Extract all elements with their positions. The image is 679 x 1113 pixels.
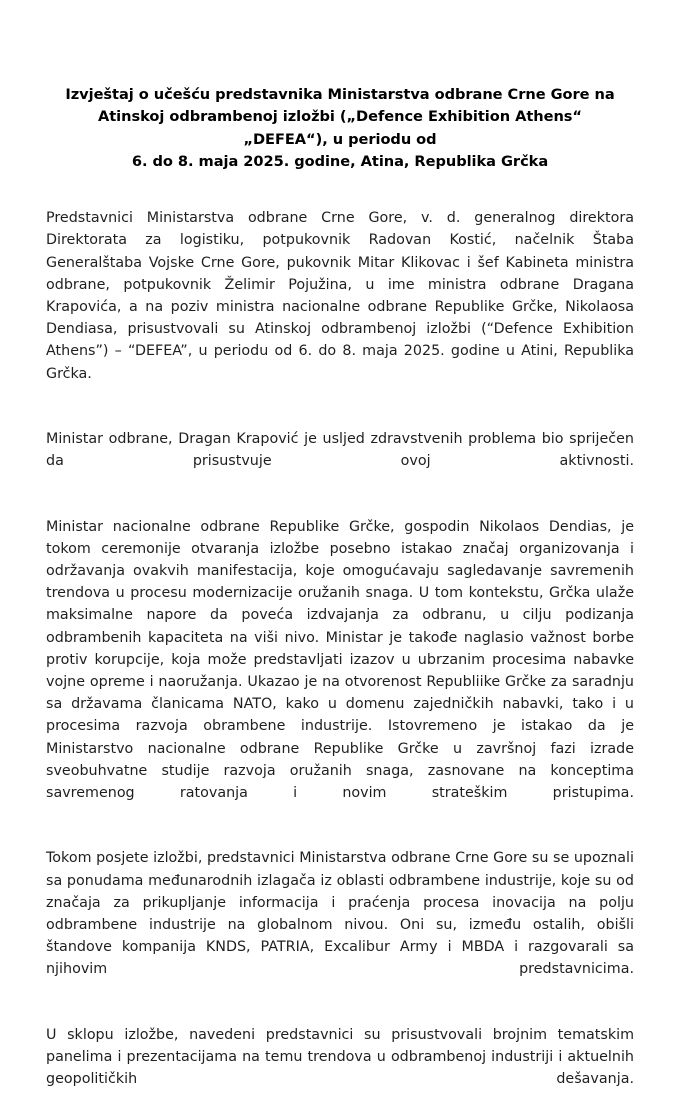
document-body [46,0,634,1113]
page-title-line-4: 6. do 8. maja 2025. godine, Atina, Republika Grčka [131,152,549,170]
page-title-line-1: Izvještaj o učešću predstavnika Ministarstva odbrane Crne Gore na [65,86,615,103]
page-title-line-2: Atinskoj odbrambenoj izložbi („Defence Exhibition Athens“ [98,108,582,126]
paragraph-2: Ministar odbrane, Dragan Krapović je usljed zdravstvenih problema bio spriječen da prisustvuje ovoj aktivnosti. [46,431,634,470]
paragraph-4: Tokom posjete izložbi, predstavnici Ministarstva odbrane Crne Gore su se upoznali sa ponudama međunarodnih izlagača iz oblasti odbrambene industrije, koje su od značaja za prikupljanje informacija i praćenja procesa inovacija na polju odbrambene industrije na globalnom nivou. Oni su, između ostalih, obišli štandove kompanija KNDS, PATRIA, Excalibur Army i MBDA i razgovarali sa njihovim predstavnicima. [46,850,634,978]
page-title [46,0,634,173]
paragraph-1: Predstavnici Ministarstva odbrane Crne Gore, v. d. generalnog direktora Direktorata za logistiku, potpukovnik Radovan Kostić, načelnik Štaba Generalštaba Vojske Crne Gore, pukovnik Mitar Klikovac i šef Kabineta ministra odbrane, potpukovnik Želimir Pojužina, u ime ministra odbrane Dragana Krapovića, a na poziv ministra nacionalne odbrane Republike Grčke, Nikolaosa Dendiasa, prisustvovali su Atinskoj odbrambenoj izložbi (“Defence Exhibition Athens”) – “DEFEA”, u periodu od 6. do 8. maja 2025. godine u Atini, Republika Grčka. [46,210,634,382]
page-title-line-3: „DEFEA“), u periodu od [243,130,437,148]
paragraph-5: U sklopu izložbe, navedeni predstavnici su prisustvovali brojnim tematskim panelima i prezentacijama na temu trendova u odbrambenoj industriji i aktuelnih geopolitičkih dešavanja. [46,1026,634,1088]
paragraph-3: Ministar nacionalne odbrane Republike Grčke, gospodin Nikolaos Dendias, je tokom ceremonije otvaranja izložbe posebno istakao značaj organizovanja i održavanja ovakvih manifestacija, koje omogućavaju sagledavanje savremenih trendova u procesu modernizacije oružanih snaga. U tom kontekstu, Grčka ulaže maksimalne napore da poveća izdvajanja za odbranu, u cilju podizanja odbrambenih kapaciteta na viši nivo. Ministar je takođe naglasio važnost borbe protiv korupcije, koja može predstavljati izazov u ubrzanim procesima nabavke vojne opreme i naoružanja. Ukazao je na otvorenost Republiike Grčke za saradnju sa državama članicama NATO, kako u domenu zajedničkih nabavki, tako i u procesima razvoja obrambene industrije. Istovremeno je istakao da je Ministarstvo nacionalne odbrane Republike Grčke u završnoj fazi izrade sveobuhvatne studije razvoja oružanih snaga, zasnovane na konceptima savremenog ratovanja i novim strateškim pristupima. [46,518,634,802]
